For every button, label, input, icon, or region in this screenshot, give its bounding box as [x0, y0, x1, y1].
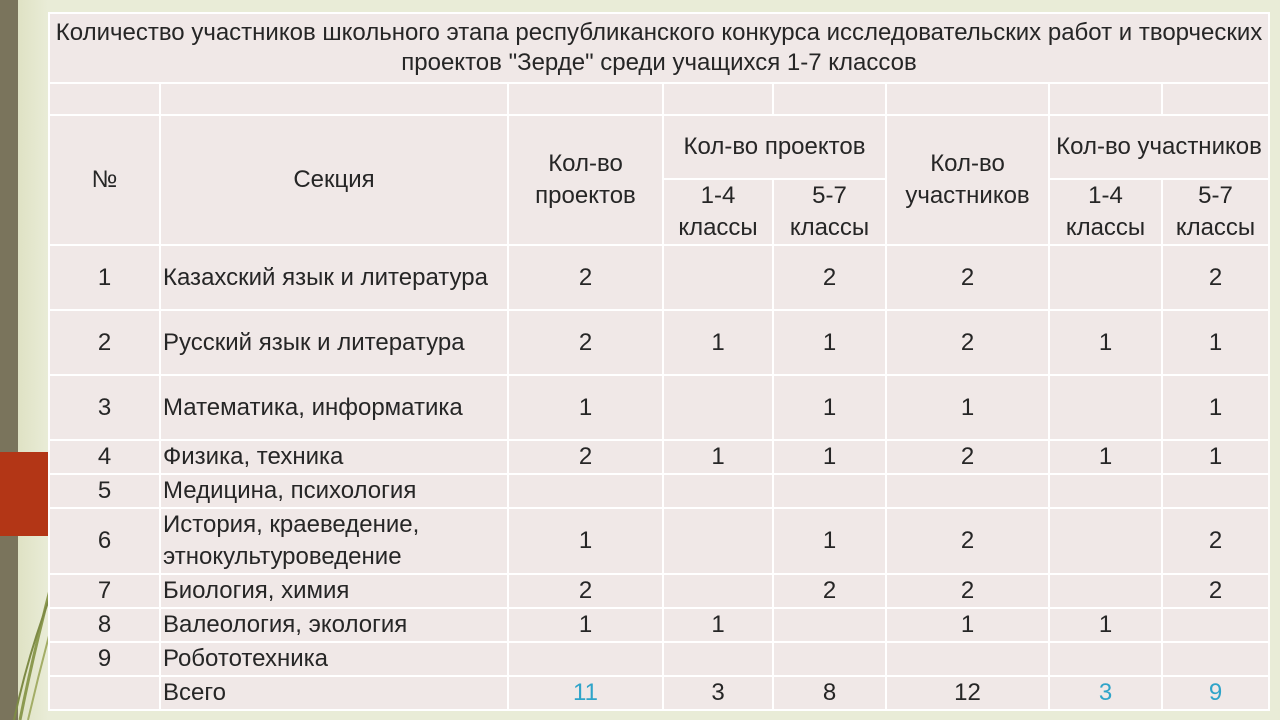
cell-projects-1-4 [663, 642, 773, 676]
cell-projects [508, 642, 663, 676]
cell-participants: 2 [886, 574, 1049, 608]
cell-projects: 2 [508, 310, 663, 375]
cell-num: 4 [49, 440, 160, 474]
cell-projects [508, 474, 663, 508]
header-row [49, 115, 1269, 179]
cell-num [49, 676, 160, 710]
cell-participants-1-4 [1049, 245, 1162, 310]
cell-participants-5-7: 1 [1162, 375, 1269, 440]
header-participants: Кол-во участников [886, 115, 1049, 245]
table-row [49, 574, 1269, 608]
cell-section: Казахский язык и литература [160, 245, 508, 310]
cell-projects: 1 [508, 375, 663, 440]
cell-participants-1-4: 1 [1049, 440, 1162, 474]
cell-participants: 2 [886, 508, 1049, 574]
cell-participants-5-7: 1 [1162, 440, 1269, 474]
cell-participants-5-7 [1162, 608, 1269, 642]
cell-projects-5-7: 1 [773, 375, 886, 440]
cell-projects-5-7: 1 [773, 310, 886, 375]
cell-projects-5-7: 2 [773, 574, 886, 608]
total-row [49, 676, 1269, 710]
total-participants-1-4: 3 [1049, 676, 1162, 710]
cell-participants-5-7: 2 [1162, 508, 1269, 574]
cell-participants-5-7 [1162, 642, 1269, 676]
cell-num: 3 [49, 375, 160, 440]
header-participants-by-grade: Кол-во участников [1049, 115, 1269, 179]
table-title: Количество участников школьного этапа республиканского конкурса исследовательских работ и творческих проектов "Зерде" среди учащихся 1-7 классов [49, 13, 1269, 83]
header-projects-5-7: 5-7 классы [773, 179, 886, 245]
table-row [49, 474, 1269, 508]
cell-participants: 1 [886, 375, 1049, 440]
accent-bar [0, 452, 48, 536]
cell-participants-5-7: 2 [1162, 245, 1269, 310]
cell-section: Робототехника [160, 642, 508, 676]
cell-projects-1-4: 1 [663, 440, 773, 474]
cell-participants-1-4 [1049, 574, 1162, 608]
cell-section: Русский язык и литература [160, 310, 508, 375]
cell-projects-1-4 [663, 245, 773, 310]
cell-participants-5-7 [1162, 474, 1269, 508]
table-row [49, 375, 1269, 440]
cell-participants: 2 [886, 440, 1049, 474]
cell-projects: 1 [508, 508, 663, 574]
cell-projects: 2 [508, 440, 663, 474]
total-label: Всего [160, 676, 508, 710]
cell-projects-5-7: 1 [773, 440, 886, 474]
cell-participants-1-4: 1 [1049, 608, 1162, 642]
table-row [49, 440, 1269, 474]
cell-num: 2 [49, 310, 160, 375]
cell-projects: 2 [508, 574, 663, 608]
cell-participants-5-7: 1 [1162, 310, 1269, 375]
cell-participants-5-7: 2 [1162, 574, 1269, 608]
cell-section: Медицина, психология [160, 474, 508, 508]
total-participants-5-7: 9 [1162, 676, 1269, 710]
header-participants-5-7: 5-7 классы [1162, 179, 1269, 245]
cell-projects-1-4 [663, 508, 773, 574]
cell-participants: 1 [886, 608, 1049, 642]
header-projects-by-grade: Кол-во проектов [663, 115, 886, 179]
cell-projects-5-7 [773, 608, 886, 642]
cell-projects: 2 [508, 245, 663, 310]
table-row [49, 245, 1269, 310]
cell-projects-5-7 [773, 642, 886, 676]
spacer-row [49, 83, 1269, 115]
header-num: № [49, 115, 160, 245]
header-participants-1-4: 1-4 классы [1049, 179, 1162, 245]
total-projects-1-4: 3 [663, 676, 773, 710]
cell-section: Физика, техника [160, 440, 508, 474]
cell-num: 8 [49, 608, 160, 642]
cell-section: Математика, информатика [160, 375, 508, 440]
participants-table [48, 12, 1270, 711]
cell-num: 7 [49, 574, 160, 608]
cell-participants-1-4 [1049, 508, 1162, 574]
cell-projects-1-4 [663, 574, 773, 608]
total-participants: 12 [886, 676, 1049, 710]
cell-projects-1-4 [663, 375, 773, 440]
cell-num: 6 [49, 508, 160, 574]
table-row [49, 608, 1269, 642]
cell-participants-1-4 [1049, 474, 1162, 508]
cell-num: 9 [49, 642, 160, 676]
header-projects-1-4: 1-4 классы [663, 179, 773, 245]
cell-participants-1-4: 1 [1049, 310, 1162, 375]
total-projects: 11 [508, 676, 663, 710]
table-row [49, 642, 1269, 676]
cell-projects: 1 [508, 608, 663, 642]
cell-participants: 2 [886, 245, 1049, 310]
cell-participants-1-4 [1049, 642, 1162, 676]
cell-projects-1-4: 1 [663, 608, 773, 642]
cell-participants [886, 474, 1049, 508]
cell-participants-1-4 [1049, 375, 1162, 440]
cell-projects-5-7: 1 [773, 508, 886, 574]
header-section: Секция [160, 115, 508, 245]
cell-section: История, краеведение, этнокультуроведение [160, 508, 508, 574]
cell-section: Биология, химия [160, 574, 508, 608]
table-row [49, 310, 1269, 375]
cell-num: 5 [49, 474, 160, 508]
total-projects-5-7: 8 [773, 676, 886, 710]
cell-section: Валеология, экология [160, 608, 508, 642]
header-projects: Кол-во проектов [508, 115, 663, 245]
cell-participants: 2 [886, 310, 1049, 375]
cell-projects-5-7 [773, 474, 886, 508]
cell-participants [886, 642, 1049, 676]
cell-projects-1-4: 1 [663, 310, 773, 375]
cell-projects-5-7: 2 [773, 245, 886, 310]
table-row [49, 508, 1269, 574]
cell-projects-1-4 [663, 474, 773, 508]
cell-num: 1 [49, 245, 160, 310]
